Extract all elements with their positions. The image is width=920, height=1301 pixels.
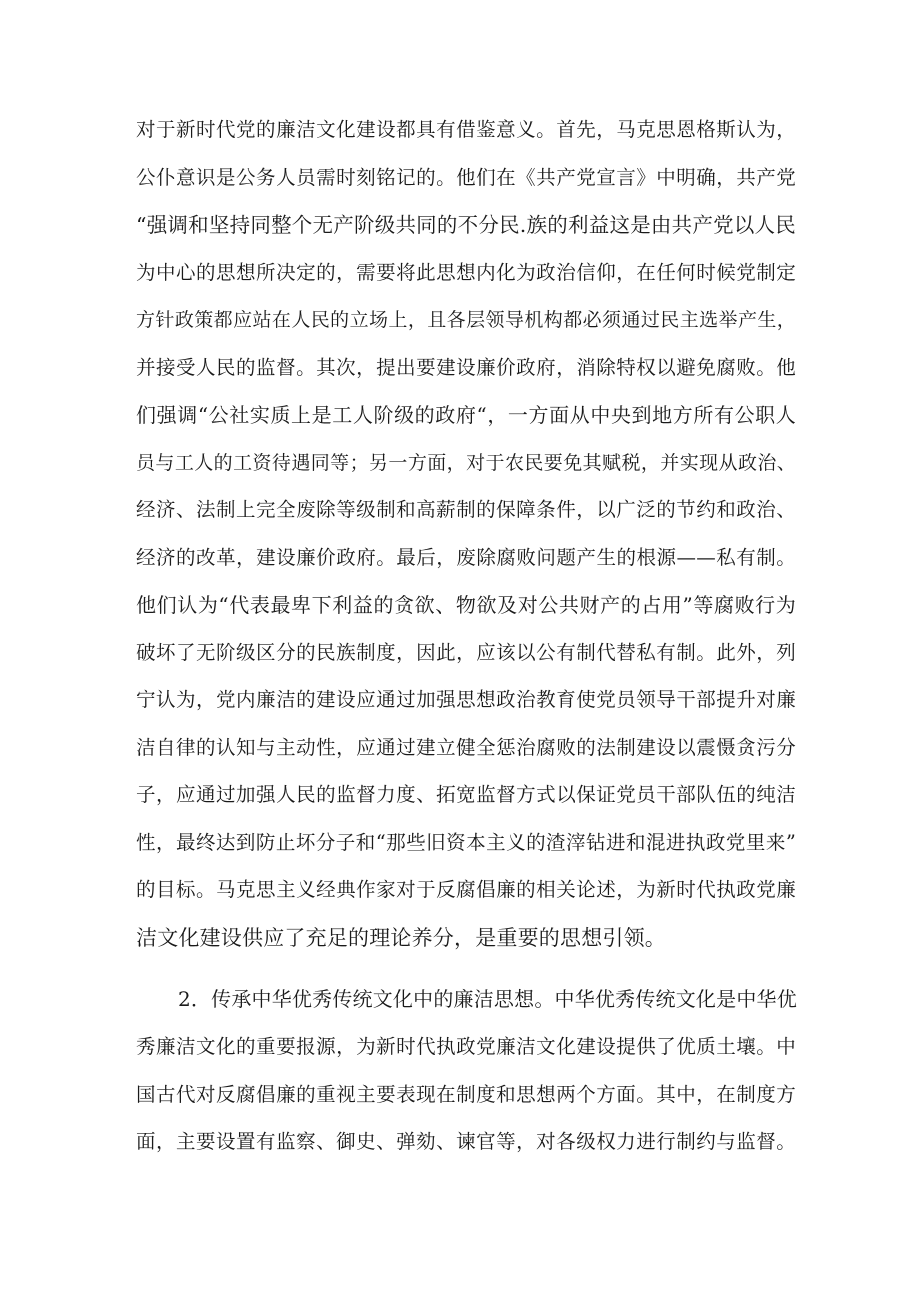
text-line: 2．传承中华优秀传统文化中的廉洁思想。中华优秀传统文化是中华优 — [178, 987, 797, 1011]
text-line: 秀廉洁文化的重要报源，为新时代执政党廉洁文化建设提供了优质土壤。中 — [136, 1035, 796, 1058]
text-line: 经济的改革，建设廉价政府。最后，废除腐败问题产生的根源——私有制。 — [136, 546, 796, 569]
text-line: 公仆意识是公务人员需时刻铭记的。他们在《共产党宣言》中明确，共产党 — [136, 166, 796, 189]
text-line: 并接受人民的监督。其次，提出要建设廉价政府，消除特权以避免腐败。他 — [136, 356, 796, 379]
text-line: 的目标。马克思主义经典作家对于反腐倡廉的相关论述，为新时代执政党廉 — [136, 878, 796, 901]
text-line: 面，主要设置有监察、御史、弹劾、谏官等，对各级权力进行制约与监督。 — [136, 1130, 796, 1153]
text-line: 洁文化建设供应了充足的理论养分，是重要的思想引领。 — [136, 926, 666, 950]
text-line: 们强调“公社实质上是工人阶级的政府“，一方面从中央到地方所有公职人 — [136, 403, 796, 427]
text-line: 员与工人的工资待遇同等；另一方面，对于农民要免其赋税，并实现从政治、 — [136, 452, 796, 474]
text-line: 国古代对反腐倡廉的重视主要表现在制度和思想两个方面。其中，在制度方 — [136, 1083, 796, 1106]
text-line: 对于新时代党的廉洁文化建设都具有借鉴意义。首先，马克思恩格斯认为， — [136, 118, 796, 141]
text-line: 破坏了无阶级区分的民族制度，因此，应该以公有制代替私有制。此外，列 — [136, 641, 796, 664]
text-line: 为中心的思想所决定的，需要将此思想内化为政治信仰，在任何时候党制定 — [136, 261, 796, 284]
text-line: 他们认为“代表最卑下利益的贪欲、物欲及对公共财产的占用”等腐败行为 — [136, 593, 796, 617]
text-line: 方针政策都应站在人民的立场上，且各层领导机构都必须通过民主选举产生， — [136, 309, 796, 331]
text-line: 子，应通过加强人民的监督力度、拓宽监督方式以保证党员干部队伍的纯洁 — [136, 783, 796, 806]
text-line: 洁自律的认知与主动性，应通过建立健全惩治腐败的法制建设以震慑贪污分 — [136, 736, 796, 759]
text-line: 性，最终达到防止坏分子和“那些旧资本主义的渣滓钻进和混进执政党里来” — [136, 831, 796, 854]
text-line: 经济、法制上完全废除等级制和高薪制的保障条件，以广泛的节约和政治、 — [136, 498, 796, 521]
text-line: “强调和坚持同整个无产阶级共同的不分民.族的利益这是由共产党以人民 — [136, 213, 796, 237]
text-line: 宁认为，党内廉洁的建设应通过加强思想政治教育使党员领导干部提升对廉 — [136, 688, 796, 711]
